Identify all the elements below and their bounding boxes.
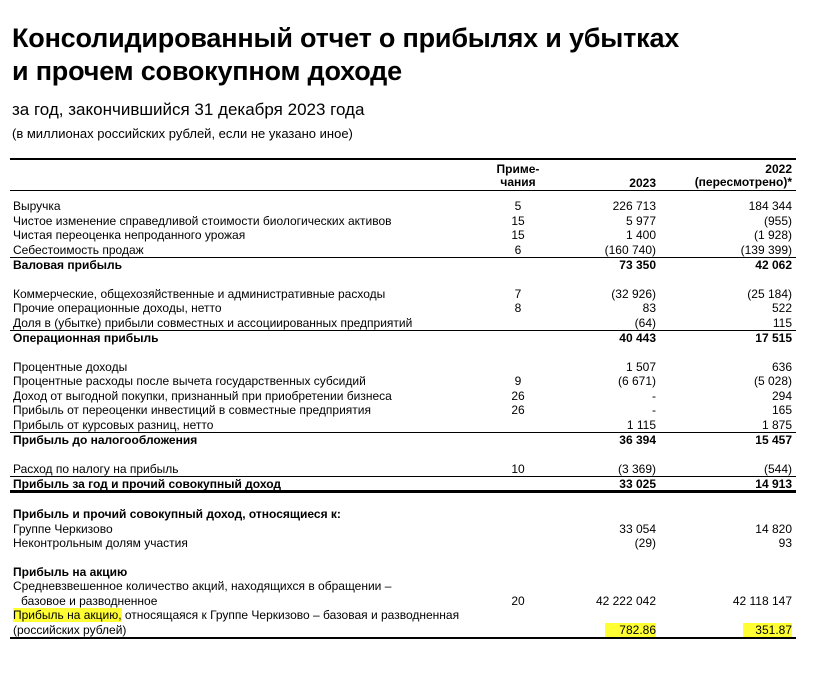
table-row: Процентные расходы после вычета государственных субсидий 9 (6 671) (5 028)	[13, 374, 792, 388]
table-row: Прибыль от курсовых разниц, нетто 1 115 1 875	[13, 417, 792, 432]
income-statement-table	[10, 158, 796, 639]
report-period: за год, закончившийся 31 декабря 2023 года	[12, 100, 365, 119]
report-title	[12, 22, 679, 88]
section-heading: Прибыль на акцию	[13, 564, 128, 579]
header-2023: 2023	[629, 176, 656, 190]
eps-2022-value: 351.87	[743, 623, 792, 638]
table-row: Прочие операционные доходы, нетто 8 83 522	[13, 301, 792, 315]
header-2022: 2022 (пересмотрено)*	[694, 162, 792, 189]
total-row: Прибыль за год и прочий совокупный доход 33 025 14 913	[10, 476, 796, 493]
table-row: Доход от выгодной покупки, признанный при приобретении бизнеса 26 - 294	[13, 388, 792, 403]
table-row: Неконтрольным долям участия (29) 93	[13, 536, 792, 550]
table-row: Выручка 5 226 713 184 344	[13, 199, 792, 213]
subtotal-row: Валовая прибыль 73 350 42 062	[10, 257, 796, 273]
eps-highlight: Прибыль на акцию,	[13, 608, 122, 622]
header-notes: Приме- чания	[496, 162, 540, 189]
report-units: (в миллионах российских рублей, если не указано иное)	[12, 126, 353, 141]
eps-2023-value: 782.86	[605, 623, 656, 638]
table-row: Группе Черкизово 33 054 14 820	[13, 521, 792, 536]
table-row: Чистая переоценка непроданного урожая 15 1 400 (1 928)	[13, 228, 792, 242]
section-heading: Прибыль и прочий совокупный доход, относящиеся к:	[13, 507, 341, 521]
table-row: Коммерческие, общехозяйственные и административные расходы 7 (32 926) (25 184)	[13, 286, 792, 301]
title-line-2: и прочем совокупном доходе	[12, 56, 402, 86]
table-header	[10, 160, 796, 191]
subtotal-row: Операционная прибыль 40 443 17 515	[10, 330, 796, 346]
table-row: Расход по налогу на прибыль 10 (3 369) (544)	[13, 461, 792, 476]
table-row: Доля в (убытке) прибыли совместных и ассоциированных предприятий (64) 115	[13, 315, 792, 330]
title-line-1: Консолидированный отчет о прибылях и убытках	[12, 23, 680, 53]
table-row: Прибыль от переоценки инвестиций в совместные предприятия 26 - 165	[13, 403, 792, 417]
table-row: Себестоимость продаж 6 (160 740) (139 399)	[13, 242, 792, 257]
table-row: Процентные доходы 1 507 636	[13, 359, 792, 374]
subtotal-row: Прибыль до налогообложения 36 394 15 457	[10, 432, 796, 448]
table-row: Чистое изменение справедливой стоимости биологических активов 15 5 977 (955)	[13, 213, 792, 228]
eps-row: Прибыль на акцию, относящаяся к Группе Черкизово – базовая и разводненная (российских рублей) 782.86 351.87	[10, 608, 796, 639]
table-row: Средневзвешенное количество акций, находящихся в обращении – базовое и разводненное 20 42 222 042 42 118 147	[13, 579, 792, 608]
